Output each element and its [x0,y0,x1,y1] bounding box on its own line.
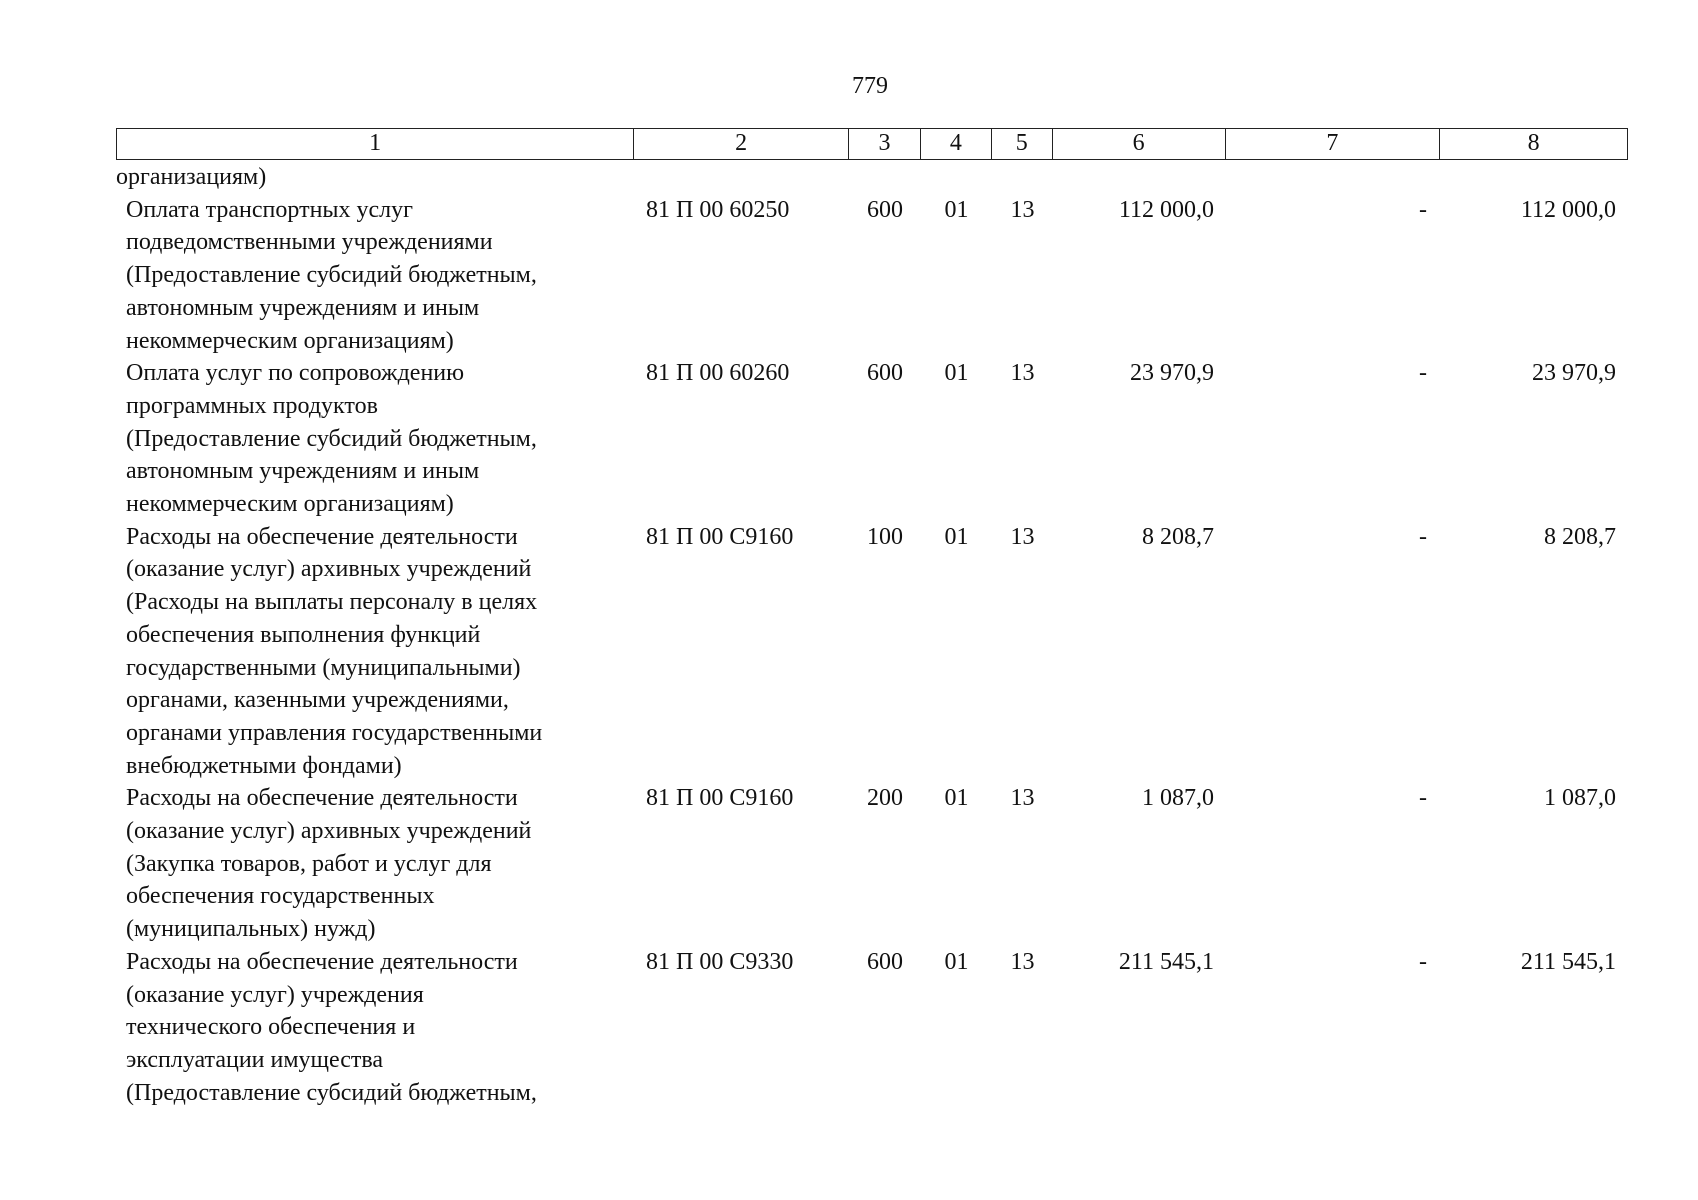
description-line: органами управления государственными [126,719,543,746]
description-line: государственными (муниципальными) [126,654,521,681]
description-line: Расходы на обеспечение деятельности [126,948,518,975]
description-line: органами, казенными учреждениями, [126,687,509,714]
description-line: обеспечения выполнения функций [126,621,481,648]
row-description [116,357,634,521]
row-description [116,194,634,358]
row-col-3: 100 [867,523,903,550]
description-line: (Расходы на выплаты персоналу в целях [126,589,538,616]
row-total: 23 970,9 [1532,360,1616,387]
description-line: некоммерческим организациям) [126,491,454,518]
description-line: Оплата услуг по сопровождению [126,360,465,387]
row-total: 112 000,0 [1520,196,1616,223]
row-code: 81 П 00 С9160 [646,785,794,812]
description-line: (оказание услуг) архивных учреждений [126,556,532,583]
description-line: (оказание услуг) архивных учреждений [126,818,532,845]
header-col-1: 1 [117,129,634,159]
row-col-3: 600 [867,360,903,387]
description-line: (Закупка товаров, работ и услуг для [126,850,492,877]
row-col-3: 600 [867,196,903,223]
row-code: 81 П 00 60260 [646,360,790,387]
row-col-3: 600 [867,948,903,975]
row-col-4: 01 [944,196,969,223]
description-line: обеспечения государственных [126,883,435,910]
row-col-4: 01 [944,523,969,550]
table-row [116,357,1628,521]
row-amount: 211 545,1 [1118,948,1214,975]
description-line: подведомственными учреждениями [126,229,493,256]
row-description [116,521,634,783]
table-header [116,128,1628,160]
row-total: 1 087,0 [1544,785,1616,812]
description-line: эксплуатации имущества [126,1046,384,1073]
header-col-5: 5 [992,129,1053,159]
row-col-7: - [1419,785,1427,812]
row-col-7: - [1419,523,1427,550]
header-col-6: 6 [1053,129,1226,159]
row-col-4: 01 [944,948,969,975]
description-line: программных продуктов [126,392,378,419]
table-body [116,161,1628,1109]
row-description: организациям) [116,164,267,190]
row-col-5: 13 [1010,196,1035,223]
description-line: (Предоставление субсидий бюджетным, [126,262,537,289]
row-amount: 8 208,7 [1142,523,1214,550]
row-col-7: - [1419,360,1427,387]
header-col-3: 3 [849,129,921,159]
row-col-7: - [1419,948,1427,975]
description-line: некоммерческим организациям) [126,327,454,354]
description-line: автономным учреждениям и иным [126,458,480,485]
row-col-5: 13 [1010,360,1035,387]
row-col-3: 200 [867,785,903,812]
row-col-5: 13 [1010,523,1035,550]
description-line: технического обеспечения и [126,1014,416,1041]
table-row [116,194,1628,358]
description-line: (оказание услуг) учреждения [126,981,424,1008]
description-line: Оплата транспортных услуг [126,196,414,223]
row-code: 81 П 00 С9160 [646,523,794,550]
row-code: 81 П 00 С9330 [646,948,794,975]
row-col-4: 01 [944,785,969,812]
description-line: внебюджетными фондами) [126,752,402,779]
description-line: Расходы на обеспечение деятельности [126,523,518,550]
row-col-4: 01 [944,360,969,387]
header-col-7: 7 [1226,129,1441,159]
description-line: (муниципальных) нужд) [126,916,376,943]
header-col-8: 8 [1527,130,1540,156]
header-col-2: 2 [634,129,849,159]
row-col-5: 13 [1010,948,1035,975]
description-line: Расходы на обеспечение деятельности [126,785,518,812]
row-description [116,782,634,946]
header-col-4: 4 [921,129,992,159]
table-row [116,521,1628,783]
table-row [116,946,1628,1110]
row-total: 211 545,1 [1520,948,1616,975]
description-line: автономным учреждениям и иным [126,294,480,321]
row-description [116,946,634,1110]
table-row [116,782,1628,946]
row-code: 81 П 00 60250 [646,196,790,223]
table-row-continued [116,161,1628,194]
row-amount: 23 970,9 [1130,360,1214,387]
description-line: (Предоставление субсидий бюджетным, [126,425,537,452]
row-col-7: - [1419,196,1427,223]
page-number: 779 [852,73,888,99]
row-col-5: 13 [1010,785,1035,812]
row-total: 8 208,7 [1544,523,1616,550]
row-amount: 1 087,0 [1142,785,1214,812]
description-line: (Предоставление субсидий бюджетным, [126,1079,537,1106]
row-amount: 112 000,0 [1118,196,1214,223]
